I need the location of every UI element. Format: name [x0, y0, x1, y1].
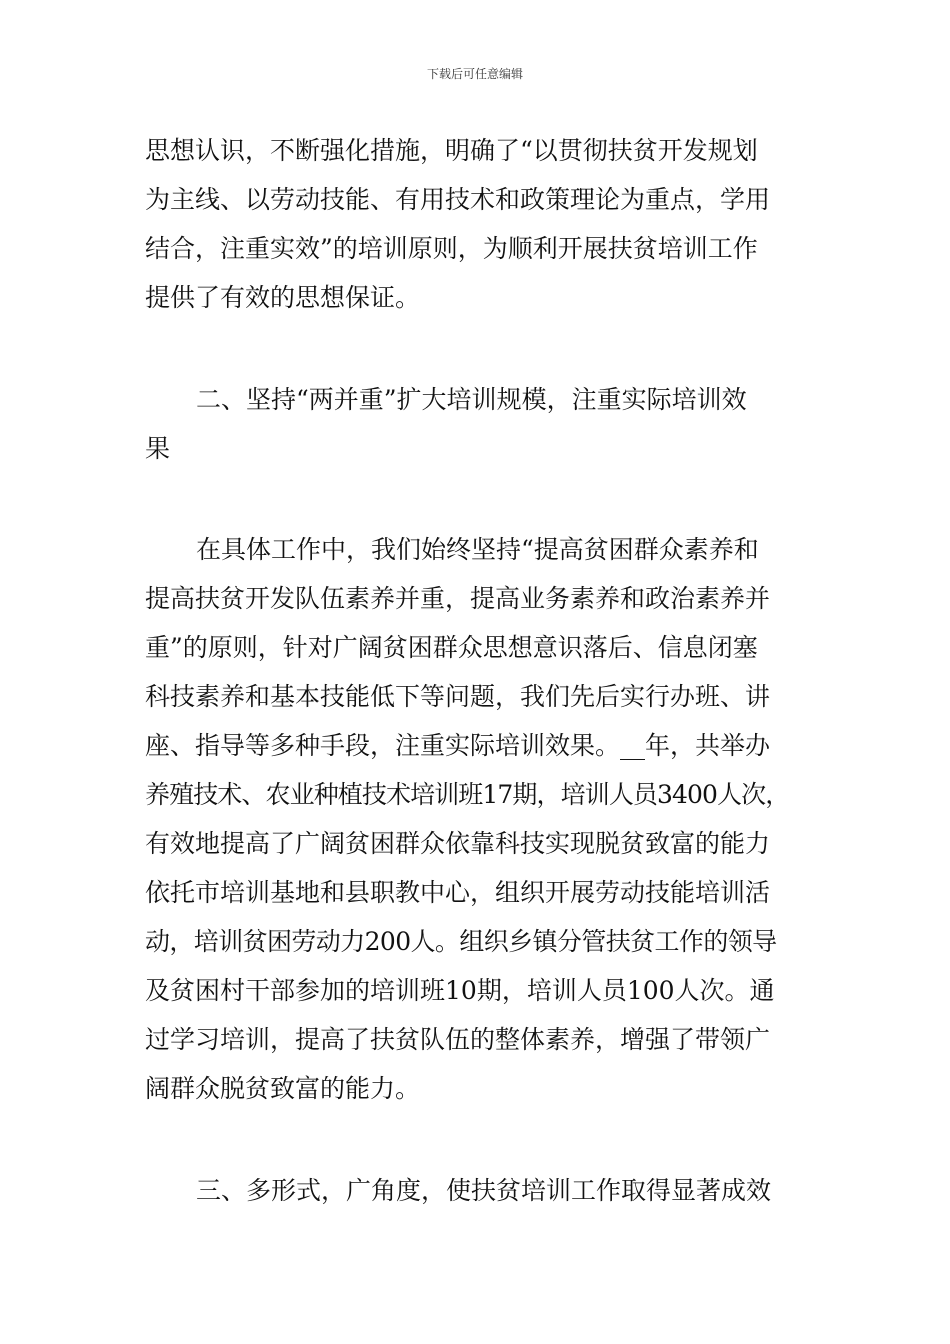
page-header: 下载后可任意编辑 [426, 67, 523, 81]
paragraph-1-line-4: 提供了有效的思想保证。 [145, 283, 421, 312]
section-heading-3: 三、多形式，广角度，使扶贫培训工作取得显著成效 [196, 1176, 772, 1205]
paragraph-2-line-9: 动，培训贫困劳动力200人。组织乡镇分管扶贫工作的领导 [145, 927, 777, 956]
paragraph-2-line-4: 科技素养和基本技能低下等问题，我们先后实行办班、讲 [145, 682, 771, 711]
paragraph-2-line-3: 重”的原则，针对广阔贫困群众思想意识落后、信息闭塞 [145, 633, 758, 662]
paragraph-2-line-5: 座、指导等多种手段，注重实际培训效果。__年，共举办 [145, 731, 771, 760]
paragraph-2-line-12: 阔群众脱贫致富的能力。 [145, 1074, 421, 1103]
section-heading-2-line-1: 二、坚持“两并重”扩大培训规模，注重实际培训效 [196, 385, 747, 414]
paragraph-2-line-11: 过学习培训，提高了扶贫队伍的整体素养，增强了带领广 [145, 1025, 771, 1054]
paragraph-2-line-1: 在具体工作中，我们始终坚持“提高贫困群众素养和 [196, 535, 759, 564]
paragraph-1-line-2: 为主线、以劳动技能、有用技术和政策理论为重点，学用 [145, 185, 771, 214]
section-heading-2-line-2: 果 [145, 434, 171, 463]
paragraph-2-line-10: 及贫困村干部参加的培训班10期，培训人员100人次。通 [145, 976, 775, 1005]
paragraph-2-line-2: 提高扶贫开发队伍素养并重，提高业务素养和政治素养并 [145, 584, 771, 613]
paragraph-1-line-1: 思想认识，不断强化措施，明确了“以贯彻扶贫开发规划 [145, 136, 758, 165]
paragraph-2-line-7: 有效地提高了广阔贫困群众依靠科技实现脱贫致富的能力 [145, 829, 771, 858]
paragraph-2-line-6: 养殖技术、农业种植技术培训班17期，培训人员3400人次， [145, 780, 790, 809]
paragraph-1-line-3: 结合，注重实效”的培训原则，为顺利开展扶贫培训工作 [145, 234, 758, 263]
paragraph-2-line-8: 依托市培训基地和县职教中心，组织开展劳动技能培训活 [145, 878, 771, 907]
